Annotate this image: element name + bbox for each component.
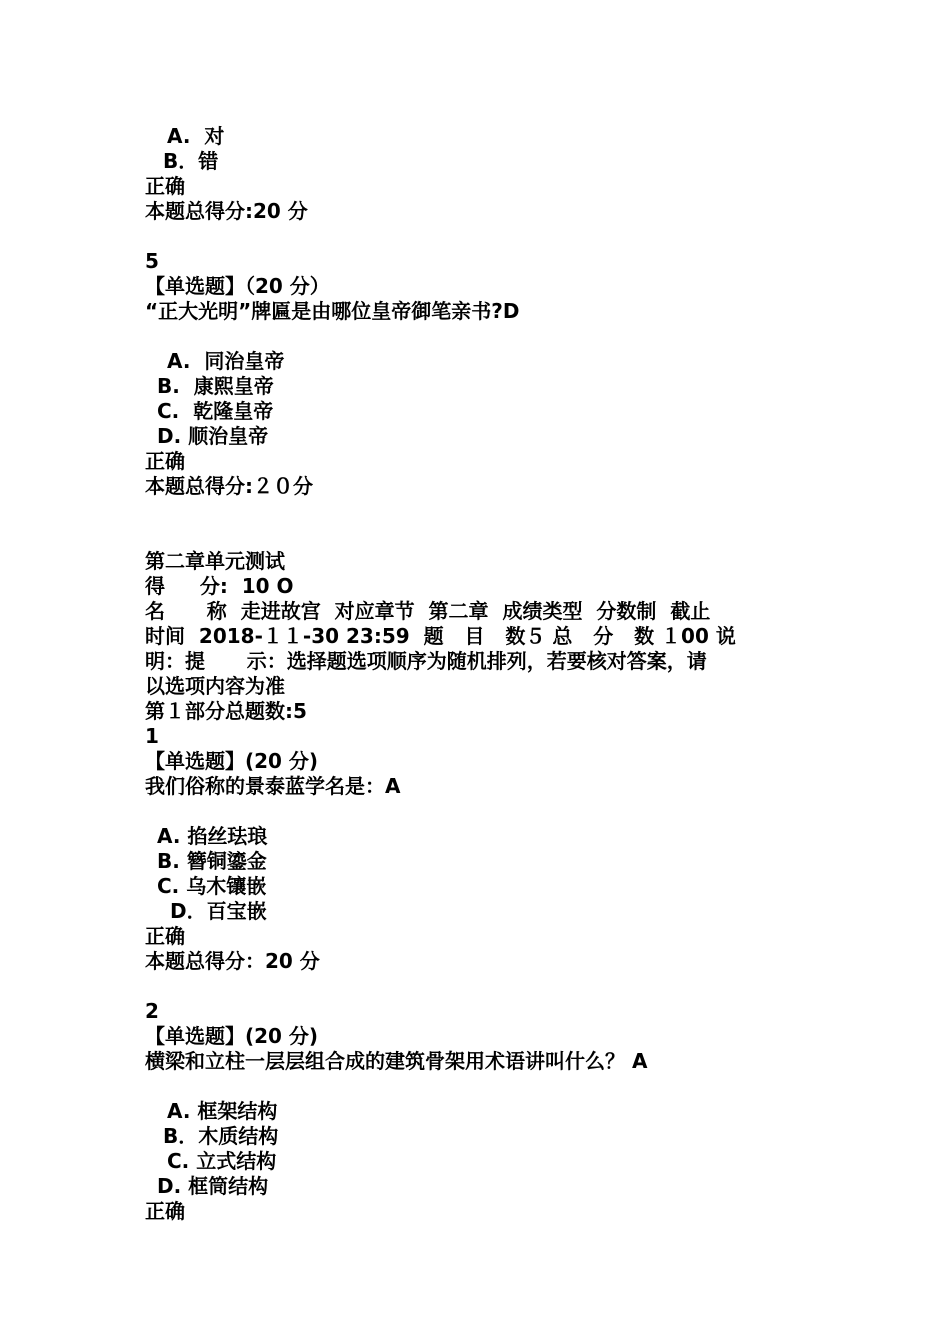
option-c: C. 乌木镶嵌 xyxy=(157,874,267,898)
info-line: 明：提 示：选择题选项顺序为随机排列，若要核对答案，请 xyxy=(145,649,707,673)
option-c: C. 乾隆皇帝 xyxy=(157,399,274,423)
info-line: 名 称 走进故宫 对应章节 第二章 成绩类型 分数制 截止 xyxy=(145,599,711,623)
option-b: B．木质结构 xyxy=(163,1124,279,1148)
question-text: 我们俗称的景泰蓝学名是：A xyxy=(145,774,401,798)
result-label: 正确 xyxy=(145,449,185,473)
part-total: 第１部分总题数:5 xyxy=(145,699,307,723)
option-d: D．百宝嵌 xyxy=(170,899,267,923)
info-line: 以选项内容为准 xyxy=(145,674,285,698)
option-d: D. 顺治皇帝 xyxy=(157,424,269,448)
question-total-score: 本题总得分:20 分 xyxy=(145,199,308,223)
question-type: 【单选题】(20 分) xyxy=(145,749,319,773)
option-d: D. 框筒结构 xyxy=(157,1174,269,1198)
option-b: B．错 xyxy=(163,149,219,173)
info-line: 时间 2018-１１-30 23:59 题 目 数５ 总 分 数 １00 说 xyxy=(145,624,736,648)
question-text: 横梁和立柱一层层组合成的建筑骨架用术语讲叫什么？ A xyxy=(145,1049,648,1073)
question-type: 【单选题】（20 分） xyxy=(145,274,330,298)
result-label: 正确 xyxy=(145,1199,185,1223)
section-title: 第二章单元测试 xyxy=(145,549,285,573)
option-a: A. 框架结构 xyxy=(167,1099,278,1123)
score-line: 得 分: 10 O xyxy=(145,574,294,598)
question-type: 【单选题】(20 分) xyxy=(145,1024,319,1048)
question-number: 2 xyxy=(145,999,159,1023)
result-label: 正确 xyxy=(145,924,185,948)
option-a: A. 掐丝珐琅 xyxy=(157,824,268,848)
option-b: B. 簪铜鎏金 xyxy=(157,849,267,873)
option-a: A. 对 xyxy=(167,124,225,148)
option-a: A. 同治皇帝 xyxy=(167,349,285,373)
question-total-score: 本题总得分:２０分 xyxy=(145,474,313,498)
option-b: B. 康熙皇帝 xyxy=(157,374,274,398)
question-number: 5 xyxy=(145,249,159,273)
question-text: “正大光明”牌匾是由哪位皇帝御笔亲书?D xyxy=(145,299,520,323)
question-total-score: 本题总得分：20 分 xyxy=(145,949,320,973)
question-number: 1 xyxy=(145,724,159,748)
option-c: C. 立式结构 xyxy=(167,1149,277,1173)
result-label: 正确 xyxy=(145,174,185,198)
